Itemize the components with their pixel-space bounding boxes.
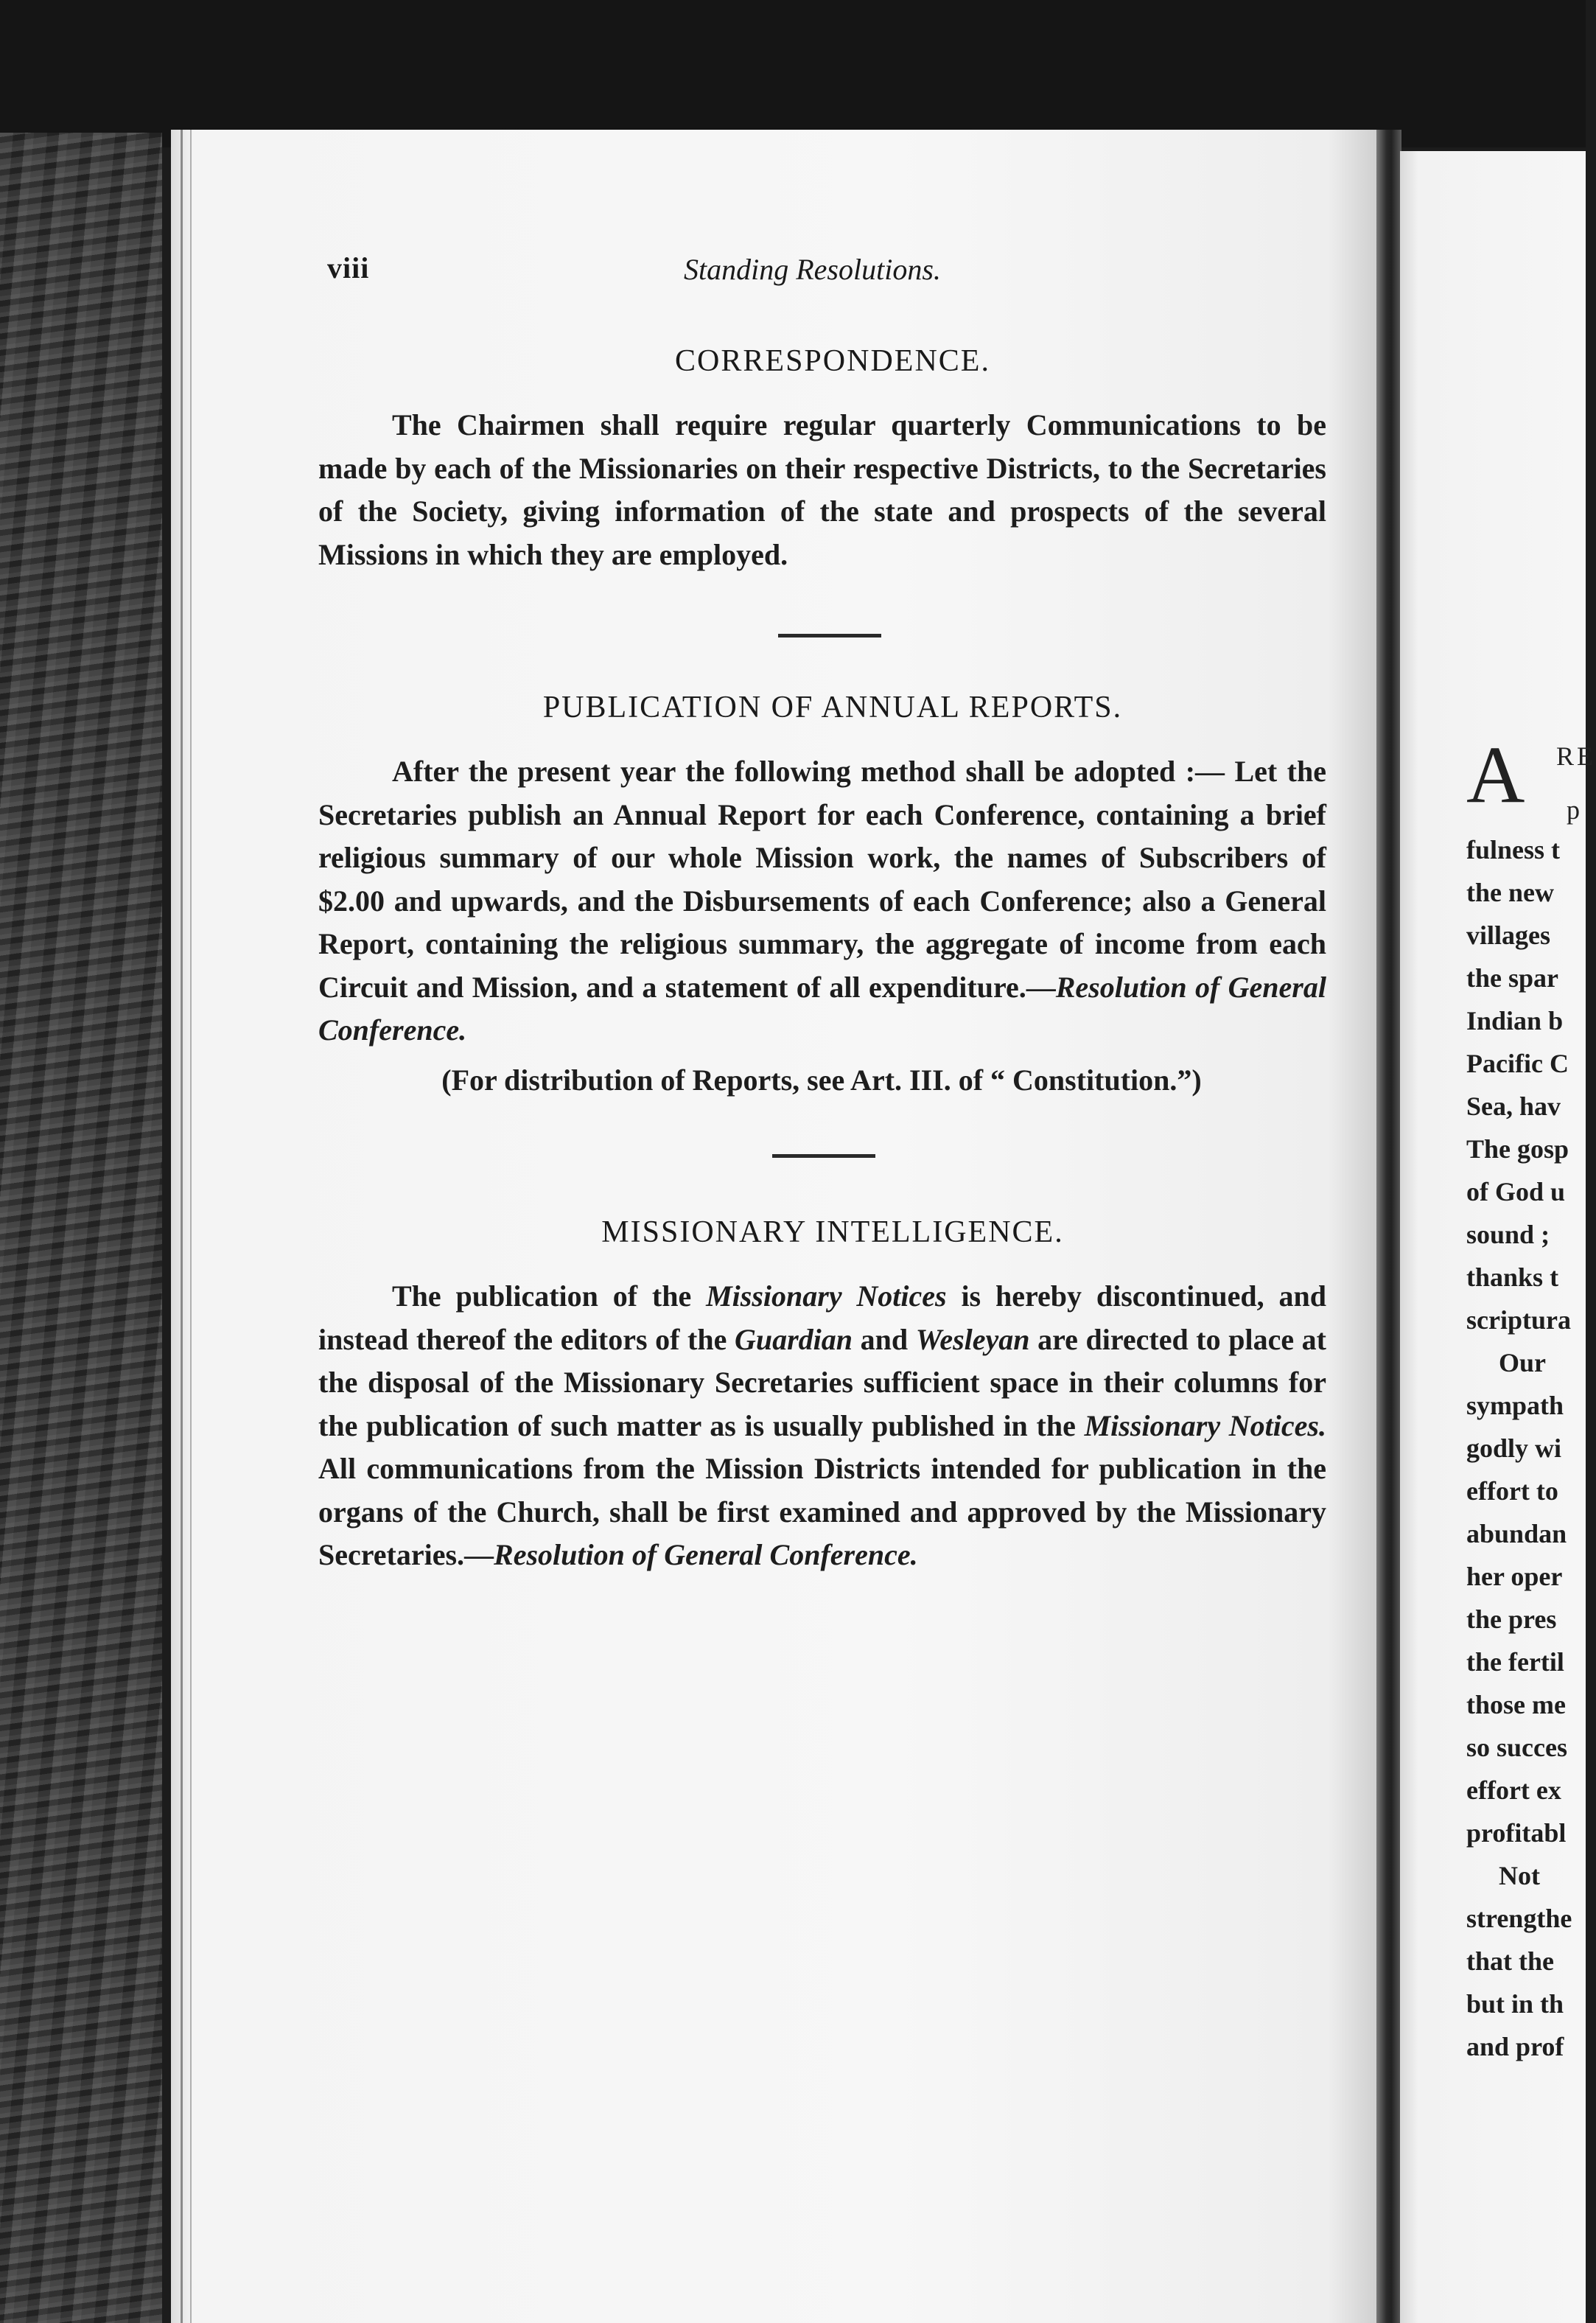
right-page-line: Not — [1499, 1861, 1540, 1890]
section-divider — [778, 634, 881, 637]
paragraph-annual-reports — [318, 750, 1326, 1052]
drop-cap: A — [1466, 730, 1525, 820]
book-gutter — [1376, 130, 1401, 2323]
marbled-page-edge — [0, 133, 162, 2323]
right-page-line: Our — [1499, 1348, 1547, 1377]
right-page-line: strengthe — [1466, 1904, 1572, 1933]
right-page-line: and prof — [1466, 2032, 1564, 2061]
resolution-citation: Resolution of General Conference. — [494, 1538, 918, 1571]
paragraph-missionary-intelligence — [318, 1275, 1326, 1577]
right-page-line: The gosp — [1466, 1134, 1569, 1164]
right-page-line: Pacific C — [1466, 1049, 1569, 1078]
italic-title: Missionary Notices. — [1084, 1408, 1326, 1442]
paragraph-text: All communications from the Mission Districts intended for publication in the organs of the Church, shall be first examined and approved by the Missionary Secretaries.— — [318, 1452, 1326, 1571]
italic-title: Guardian — [734, 1322, 853, 1356]
right-page-line: godly wi — [1466, 1433, 1562, 1463]
paragraph-correspondence: The Chairmen shall require regular quarterly Communications to be made by each of the Missionaries on their respective Districts, to the Secretaries of the Society, giving information of the state and prospects of the several Missions in which they are employed. — [318, 408, 1326, 571]
paragraph-text: After the present year the following method shall be adopted :— Let the Secretaries publish an Annual Report for each Conference, containing a brief religious summary of our whole Mission work, the names of Subscribers of $2.00 and upwards, and the Disbursements of each Conference; also a General Report, containing the religious summary, the aggregate of income from each Circuit and Mission, and a statement of all expenditure.— — [318, 755, 1326, 1004]
paragraph-text: The publication of the — [392, 1279, 707, 1313]
italic-title: Wesleyan — [915, 1322, 1030, 1356]
paragraph-text: and — [853, 1322, 916, 1356]
section-heading-correspondence: CORRESPONDENCE. — [675, 344, 990, 378]
right-page-line: sympath — [1466, 1391, 1564, 1420]
right-page-line: those me — [1466, 1690, 1566, 1719]
right-page-line: fulness t — [1466, 835, 1561, 864]
right-page-line: of God u — [1466, 1177, 1566, 1206]
running-head: Standing Resolutions. — [684, 253, 941, 286]
section-heading-missionary-intelligence: MISSIONARY INTELLIGENCE. — [601, 1215, 1064, 1249]
paragraph-text: is hereby discontinued, and instead thereof the editors of the — [318, 1279, 1327, 1356]
right-page-line: effort to — [1466, 1476, 1558, 1506]
right-page-line: the new — [1466, 878, 1554, 907]
right-page-line: thanks t — [1466, 1262, 1559, 1292]
italic-title: Missionary Notices — [706, 1279, 947, 1313]
page-number: viii — [327, 251, 370, 284]
first-line-fragment: RE — [1556, 741, 1596, 771]
page-edge-line — [181, 130, 183, 2323]
right-page-line: scriptura — [1466, 1305, 1571, 1335]
right-page-line: her oper — [1466, 1562, 1563, 1591]
right-page-line: villages — [1466, 921, 1550, 950]
right-page-line: the fertil — [1466, 1647, 1564, 1677]
scan-background-top — [0, 0, 1586, 147]
resolution-citation: Resolution of General Conference. — [318, 970, 1326, 1047]
right-page-line: sound ; — [1466, 1220, 1550, 1249]
right-page-line: Indian b — [1466, 1006, 1564, 1035]
section-heading-annual-reports: PUBLICATION OF ANNUAL REPORTS. — [542, 691, 1123, 724]
right-page-line: that the — [1466, 1946, 1554, 1976]
right-page-line: abundan — [1466, 1519, 1567, 1548]
right-page-line: effort ex — [1466, 1775, 1561, 1805]
distribution-note: (For distribution of Reports, see Art. III. of “ Constitution.”) — [441, 1063, 1202, 1097]
right-page-line: profitabl — [1466, 1818, 1567, 1848]
right-page-line: the pres — [1466, 1604, 1557, 1634]
right-page-line: the spar — [1466, 963, 1558, 993]
paragraph-text: are directed to place at the disposal of the Missionary Secretaries sufficient space in their columns for the publication of such matter as is usually published in the — [318, 1322, 1327, 1442]
page-edge-line — [190, 130, 192, 2323]
right-page-line: Sea, hav — [1466, 1091, 1561, 1121]
right-page-line: but in th — [1466, 1989, 1564, 2019]
first-line-fragment: p — [1567, 795, 1580, 825]
right-page-line: so succes — [1466, 1733, 1567, 1762]
section-divider — [772, 1154, 875, 1158]
